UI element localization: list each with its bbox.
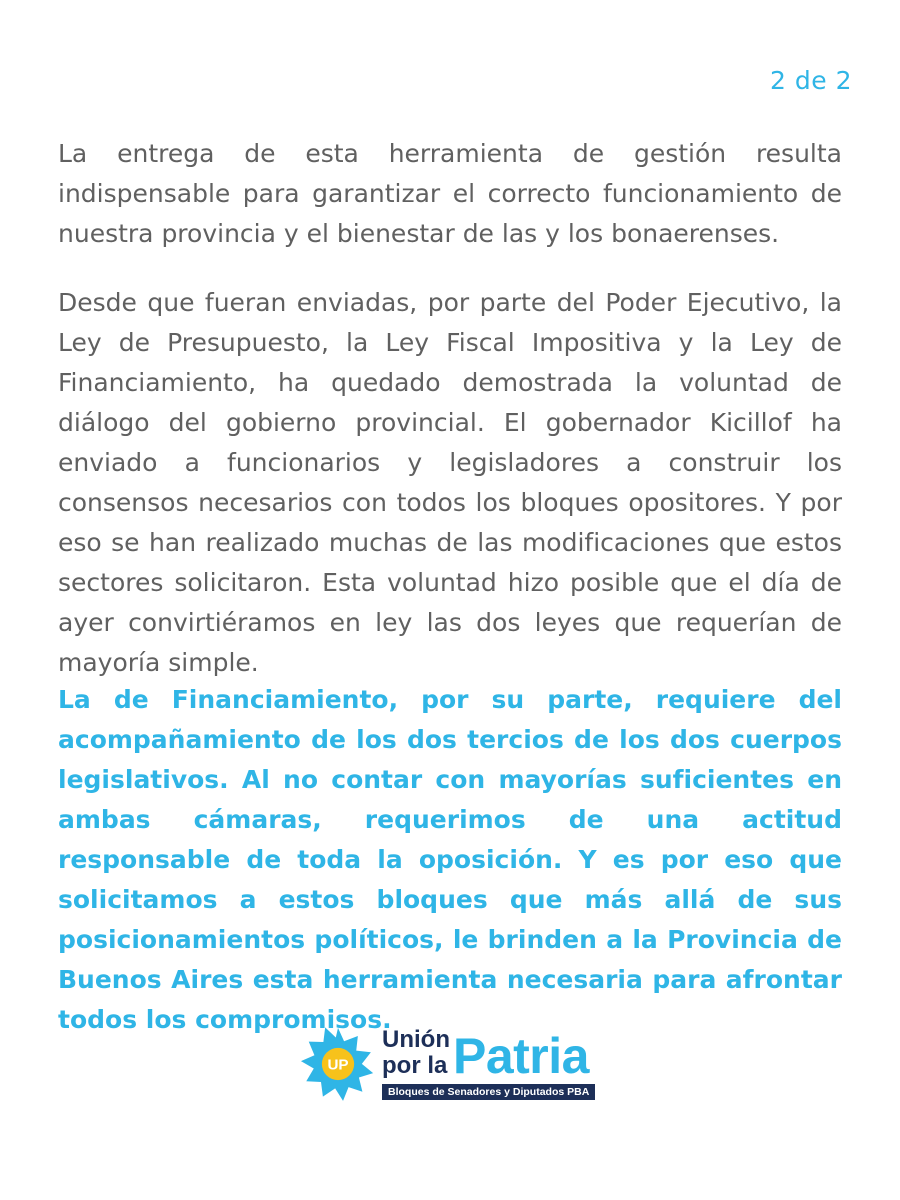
paragraph-text: La de Financiamiento, por su parte, requiere del acompañamiento de los dos tercios de los dos cuerpos legislativos. Al no contar con mayorías suficientes en ambas cámaras, requerimos de una actitud responsable de toda la oposición. Y es por eso que solicitamos a estos bloques que más allá de sus posicionamientos políticos, le brinden a la Provincia de Buenos Aires esta herramienta necesaria para afrontar todos los compromisos. xyxy=(58,685,842,1034)
union-por-la-patria-logo xyxy=(300,1022,620,1118)
paragraph-text: Desde que fueran enviadas, por parte del Poder Ejecutivo, la Ley de Presupuesto, la Ley Fiscal Impositiva y la Ley de Financiamiento, ha quedado demostrada la voluntad de diálogo del gobierno provincial. El gobernador Kicillof ha enviado a funcionarios y legisladores a construir los consensos necesarios con todos los bloques opositores. Y por eso se han realizado muchas de las modificaciones que estos sectores solicitaron. Esta voluntad hizo posible que el día de ayer convirtiéramos en ley las dos leyes que requerían de mayoría simple. xyxy=(58,288,842,677)
logo-badge-text: UP xyxy=(327,1056,349,1074)
sun-emblem-icon xyxy=(300,1026,376,1102)
logo-subtitle: Bloques de Senadores y Diputados PBA xyxy=(382,1084,595,1100)
logo-word-union: Unión xyxy=(382,1026,450,1053)
paragraph-context xyxy=(58,283,842,683)
paragraph-highlight xyxy=(58,680,842,1040)
logo-word-patria: Patria xyxy=(453,1028,589,1084)
page-indicator: 2 de 2 xyxy=(770,66,852,95)
paragraph-text: La entrega de esta herramienta de gestión resulta indispensable para garantizar el correcto funcionamiento de nuestra provincia y el bienestar de las y los bonaerenses. xyxy=(58,139,842,248)
paragraph-intro xyxy=(58,134,842,254)
logo-word-por-la: por la xyxy=(382,1052,448,1079)
